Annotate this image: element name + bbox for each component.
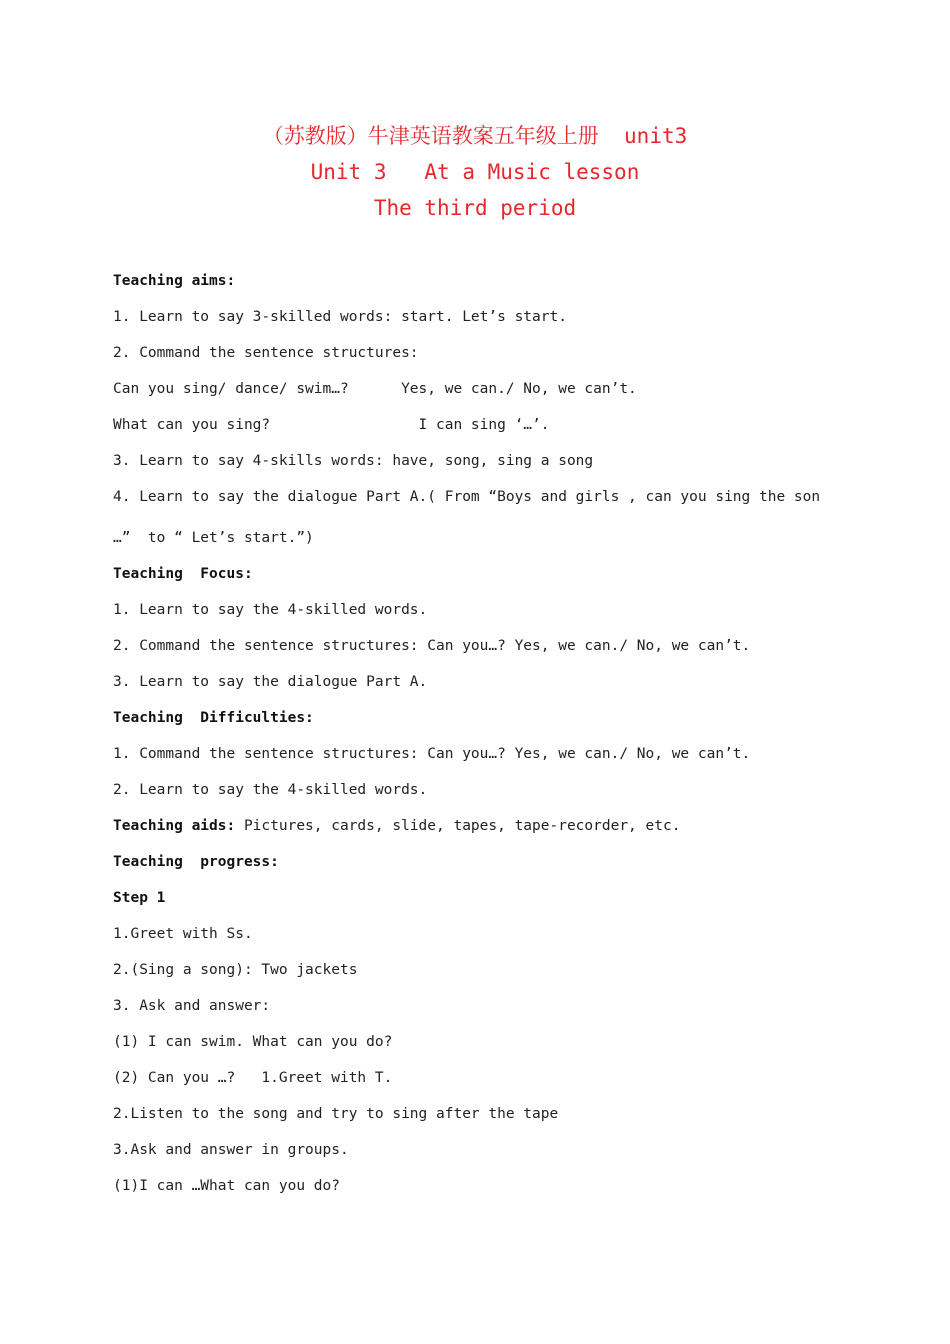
aim-item: 2. Command the sentence structures: bbox=[113, 345, 419, 361]
aim-item: 4. Learn to say the dialogue Part A.( From “Boys and girls , can you sing the son bbox=[113, 489, 821, 505]
lesson-plan-body bbox=[113, 263, 843, 1204]
difficulty-item: 1. Command the sentence structures: Can you…? Yes, we can./ No, we can’t. bbox=[113, 746, 751, 762]
aids-text: Pictures, cards, slide, tapes, tape-recorder, etc. bbox=[235, 818, 681, 834]
aids-line bbox=[113, 808, 843, 844]
focus-item: 2. Command the sentence structures: Can you…? Yes, we can./ No, we can’t. bbox=[113, 638, 751, 654]
aids-label: Teaching aids: bbox=[113, 818, 236, 834]
focus-item: 1. Learn to say the 4-skilled words. bbox=[113, 602, 428, 618]
step-heading: Step 1 bbox=[113, 890, 166, 906]
document-title: （苏教版）牛津英语教案五年级上册 unit3 bbox=[262, 124, 688, 148]
aims-heading: Teaching aims: bbox=[113, 273, 236, 289]
aim-item-continuation: …” to “ Let’s start.”) bbox=[113, 530, 314, 546]
title-block bbox=[0, 118, 950, 226]
aim-item: 1. Learn to say 3-skilled words: start. Let’s start. bbox=[113, 309, 567, 325]
step-item: 2.(Sing a song): Two jackets bbox=[113, 962, 358, 978]
aim-item: 3. Learn to say 4-skills words: have, song, sing a song bbox=[113, 453, 594, 469]
step-item: (1)I can …What can you do? bbox=[113, 1178, 340, 1194]
step-item: 3.Ask and answer in groups. bbox=[113, 1142, 349, 1158]
aim-item: Can you sing/ dance/ swim…? Yes, we can./ No, we can’t. bbox=[113, 381, 637, 397]
step-item: 3. Ask and answer: bbox=[113, 998, 271, 1014]
step-item: 2.Listen to the song and try to sing after the tape bbox=[113, 1106, 559, 1122]
focus-item: 3. Learn to say the dialogue Part A. bbox=[113, 674, 428, 690]
aim-item: What can you sing? I can sing ‘…’. bbox=[113, 417, 550, 433]
step-item: (1) I can swim. What can you do? bbox=[113, 1034, 393, 1050]
unit-title: Unit 3 At a Music lesson bbox=[310, 160, 640, 184]
progress-heading: Teaching progress: bbox=[113, 854, 279, 870]
difficulty-item: 2. Learn to say the 4-skilled words. bbox=[113, 782, 428, 798]
difficulties-heading: Teaching Difficulties: bbox=[113, 710, 314, 726]
step-item: (2) Can you …? 1.Greet with T. bbox=[113, 1070, 393, 1086]
step-item: 1.Greet with Ss. bbox=[113, 926, 253, 942]
period-title: The third period bbox=[373, 196, 577, 220]
focus-heading: Teaching Focus: bbox=[113, 566, 253, 582]
